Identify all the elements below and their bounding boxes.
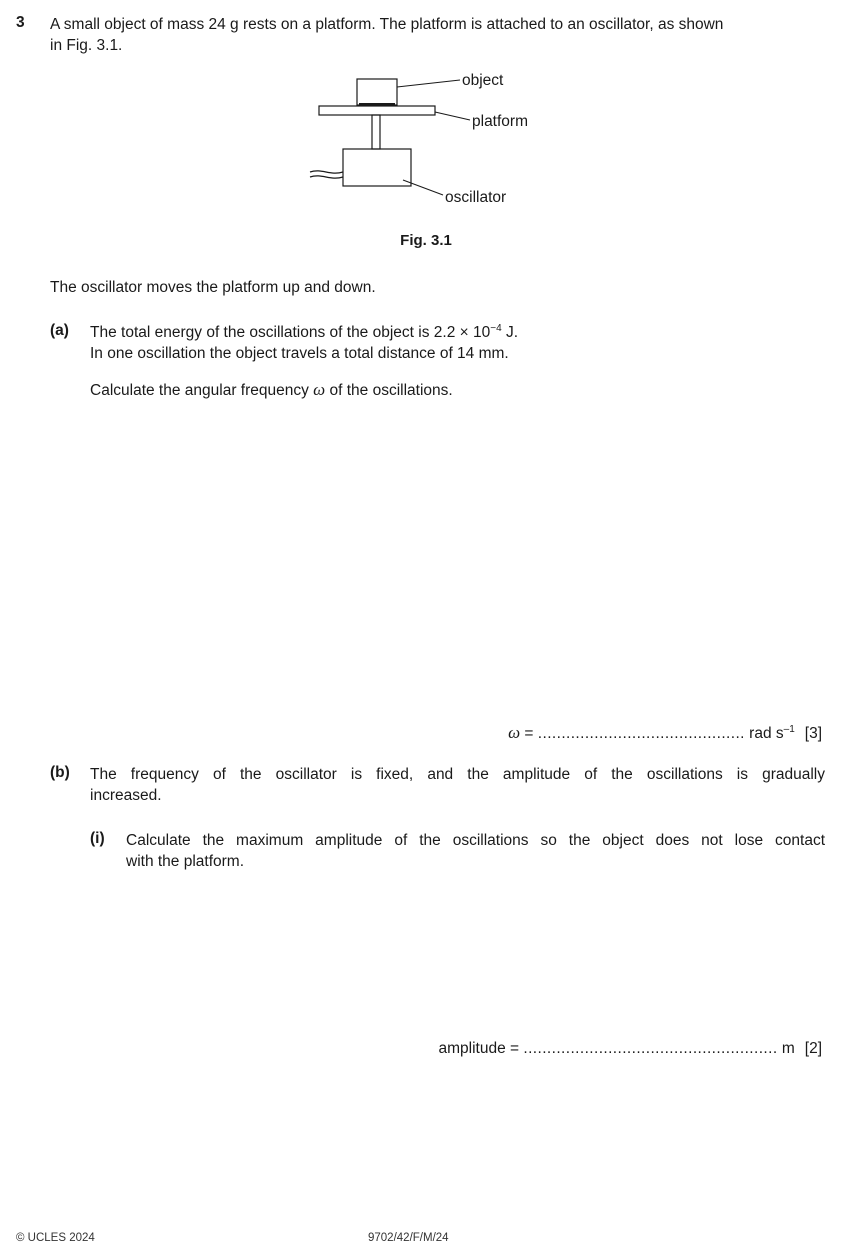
question-intro-line-2: in Fig. 3.1. [50, 37, 123, 54]
part-b-text [90, 764, 825, 806]
amplitude-label: amplitude = [438, 1040, 524, 1057]
part-b-line-1: The frequency of the oscillator is fixed, and the amplitude of the oscillations is gradually [90, 766, 825, 783]
part-b-line-2: increased. [90, 787, 162, 804]
oscillator-box [343, 149, 411, 186]
platform-stem [372, 115, 380, 149]
question-number: 3 [16, 14, 25, 31]
label-object: object [462, 72, 504, 89]
object-leader-line [397, 80, 460, 87]
part-b-i-marks: [2] [804, 1040, 822, 1057]
answer-dotted-line: ............................................ [537, 725, 745, 742]
part-b-label: (b) [50, 764, 70, 781]
label-oscillator: oscillator [445, 189, 507, 206]
part-a-text [90, 322, 518, 364]
part-a-line-2: In one oscillation the object travels a total distance of 14 mm. [90, 345, 509, 362]
part-a-task-pre: Calculate the angular frequency [90, 382, 314, 399]
answer-unit-exponent: –1 [783, 724, 795, 735]
platform-plate [319, 106, 435, 115]
part-a-line-1-unit: J. [501, 324, 519, 341]
oscillator-cable-lower [310, 176, 343, 178]
part-a-answer-line [508, 723, 822, 743]
part-b-i-label: (i) [90, 830, 105, 847]
part-b-i-line-2: with the platform. [126, 853, 245, 870]
part-a-marks: [3] [804, 725, 822, 742]
footer-code: 9702/42/F/M/24 [368, 1232, 449, 1244]
answer-unit: rad s [744, 725, 784, 742]
part-a-line-1-main: The total energy of the oscillations of the object is 2.2 × 10 [90, 324, 491, 341]
answer-equals: = [520, 725, 538, 742]
part-b-i-line-1: Calculate the maximum amplitude of the oscillations so the object does not lose contact [126, 832, 825, 849]
statement: The oscillator moves the platform up and down. [50, 279, 376, 296]
omega-symbol: ω [313, 380, 326, 399]
question-intro-line-1: A small object of mass 24 g rests on a platform. The platform is attached to an oscillator, as shown [50, 16, 724, 33]
oscillator-cable-upper [310, 171, 343, 173]
part-a-line-1-exponent: −4 [490, 323, 502, 334]
footer-copyright: © UCLES 2024 [16, 1232, 95, 1244]
label-platform: platform [472, 113, 528, 130]
answer-omega-symbol: ω [508, 723, 521, 742]
part-b-i-text [126, 830, 825, 872]
platform-leader-line [435, 112, 470, 120]
amplitude-dotted-line: ...................................................... [523, 1040, 778, 1057]
part-a-label: (a) [50, 322, 69, 339]
object-block [357, 79, 397, 105]
part-b-i-answer-line [439, 1040, 822, 1058]
oscillator-leader-line [403, 180, 443, 195]
figure-caption: Fig. 3.1 [400, 232, 452, 249]
part-a-line-1 [90, 322, 518, 343]
part-a-task [90, 380, 453, 400]
part-a-task-post: of the oscillations. [325, 382, 453, 399]
amplitude-unit: m [777, 1040, 795, 1057]
